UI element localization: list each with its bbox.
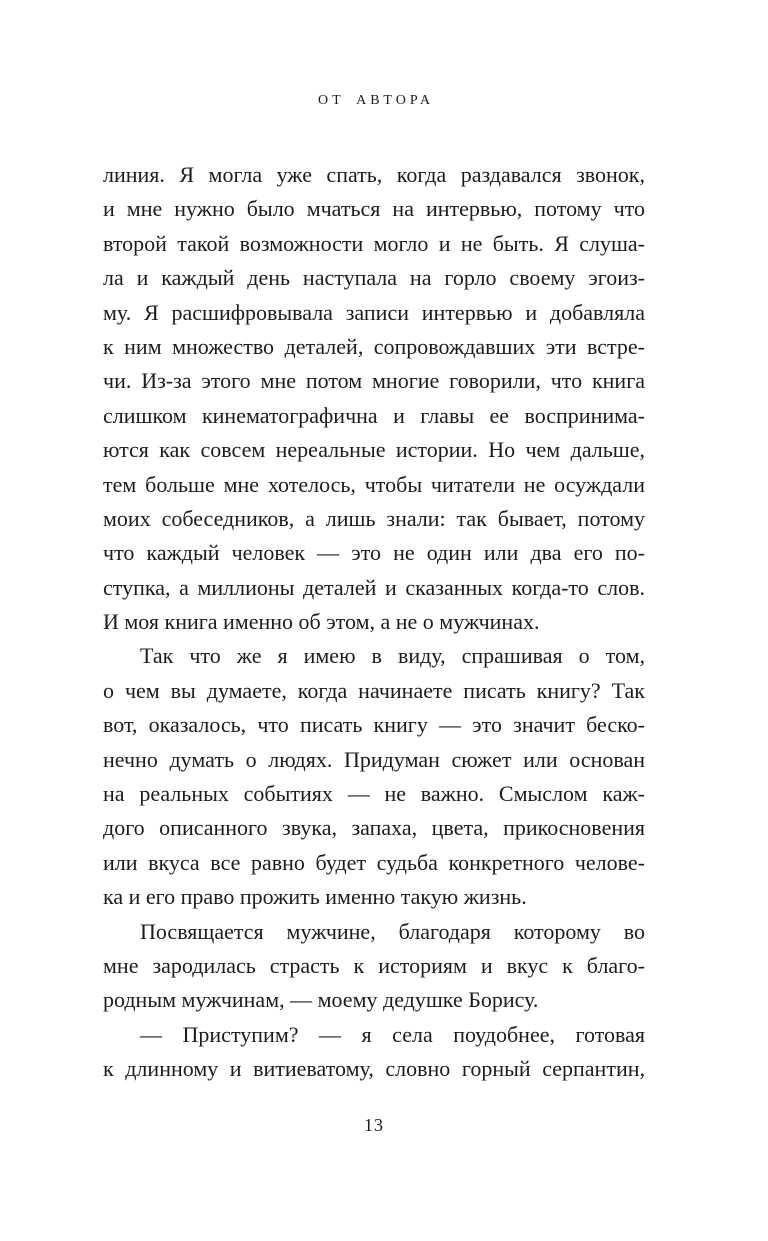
text-line: моих собеседников, а лишь знали: так бывает, потому xyxy=(103,505,645,531)
text-line: ступка, а миллионы деталей и сказанных когда-то слов. xyxy=(103,574,645,600)
text-line: слишком кинематографична и главы ее воспринима- xyxy=(103,402,645,428)
text-line: И моя книга именно об этом, а не о мужчинах. xyxy=(103,609,540,635)
text-line: чи. Из-за этого мне потом многие говорили, что книга xyxy=(103,368,645,394)
text-line: второй такой возможности могло и не быть. Я слуша- xyxy=(103,230,645,256)
text-line: тем больше мне хотелось, чтобы читатели не осуждали xyxy=(103,471,645,497)
text-line: к ним множество деталей, сопровождавших эти встре- xyxy=(103,333,645,359)
text-line: вот, оказалось, что писать книгу — это значит беско- xyxy=(103,712,645,738)
text-line: о чем вы думаете, когда начинаете писать книгу? Так xyxy=(103,677,645,703)
text-line: мне зародилась страсть к историям и вкус к благо- xyxy=(103,952,645,978)
text-line: ются как совсем нереальные истории. Но чем дальше, xyxy=(103,437,645,463)
text-line: Посвящается мужчине, благодаря которому во xyxy=(140,918,645,944)
text-line: родным мужчинам, — моему дедушке Борису. xyxy=(103,987,539,1013)
text-line: линия. Я могла уже спать, когда раздавался звонок, xyxy=(103,162,645,187)
text-line: Так что же я имею в виду, спрашивая о том, xyxy=(140,643,645,669)
text-line: или вкуса все равно будет судьба конкретного челове- xyxy=(103,849,645,875)
text-line: ка и его право прожить именно такую жизнь. xyxy=(103,884,527,910)
text-line: к длинному и витиеватому, словно горный серпантин, xyxy=(103,1056,645,1082)
text-line: му. Я расшифровывала записи интервью и добавляла xyxy=(103,299,645,325)
text-line: что каждый человек — это не один или два его по- xyxy=(103,540,645,566)
text-line: на реальных событиях — не важно. Смыслом каж- xyxy=(103,781,645,807)
running-header: ОТ АВТОРА xyxy=(317,93,434,108)
text-line: ла и каждый день наступала на горло своему эгоиз- xyxy=(103,265,645,291)
text-line: — Приступим? — я села поудобнее, готовая xyxy=(140,1021,645,1047)
text-line: дого описанного звука, запаха, цвета, прикосновения xyxy=(103,815,645,841)
text-line: и мне нужно было мчаться на интервью, потому что xyxy=(103,196,645,222)
text-line: нечно думать о людях. Придуман сюжет или основан xyxy=(103,746,645,772)
page-text-block xyxy=(103,158,645,1087)
page-number: 13 xyxy=(364,1115,384,1135)
